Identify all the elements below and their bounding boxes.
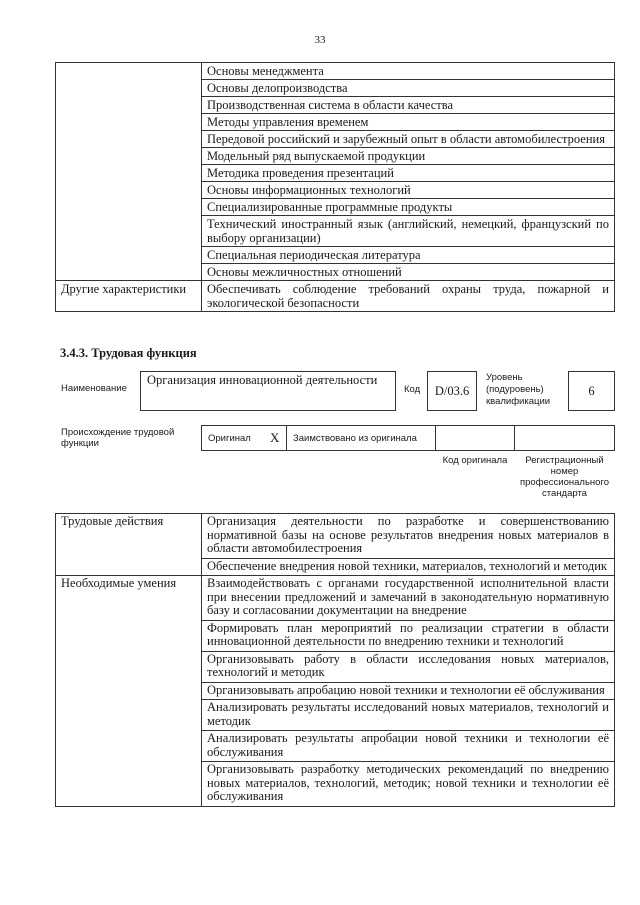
knowledge-item: Основы информационных технологий (202, 182, 615, 199)
knowledge-item: Методы управления временем (202, 114, 615, 131)
reg-number-cell (514, 425, 615, 451)
knowledge-item: Специализированные программные продукты (202, 199, 615, 216)
skill-item: Организовывать апробацию новой техники и технологии её обслуживания (202, 682, 615, 700)
page-number: 33 (314, 34, 326, 46)
name-label: Наименование (61, 383, 127, 394)
labor-action-item: Обеспечение внедрения новой техники, материалов, технологий и методик (202, 558, 615, 576)
knowledge-item: Передовой российский и зарубежный опыт в области автомобилестроения (202, 131, 615, 148)
original-cell (201, 425, 287, 451)
other-characteristics-text: Обеспечивать соблюдение требований охраны труда, пожарной и экологической безопасности (202, 281, 615, 312)
knowledge-item: Основы межличностных отношений (202, 264, 615, 281)
other-characteristics-label: Другие характеристики (56, 281, 202, 312)
knowledge-table (55, 62, 615, 312)
skill-item: Анализировать результаты апробации новой техники и технологии её обслуживания (202, 731, 615, 762)
knowledge-item: Специальная периодическая литература (202, 247, 615, 264)
section-title: 3.4.3. Трудовая функция (60, 346, 197, 360)
labor-function-table (55, 513, 615, 807)
code-label: Код (404, 384, 421, 395)
labor-action-item: Организация деятельности по разработке и совершенствованию нормативной базы на основе результатов внедрения новых материалов в области автомобилестроения (202, 514, 615, 559)
original-mark: X (270, 430, 280, 445)
knowledge-item: Технический иностранный язык (английский, немецкий, французский по выбору организации) (202, 216, 615, 247)
reg-number-caption: Регистрационный номер профессионального стандарта (520, 455, 609, 499)
knowledge-item: Основы делопроизводства (202, 80, 615, 97)
skill-item: Организовывать разработку методических рекомендаций по внедрению новых материалов, технологий, методик; новой техники и технологии её обслуживания (202, 762, 615, 807)
knowledge-item: Производственная система в области качества (202, 97, 615, 114)
original-label: Оригинал (208, 433, 251, 444)
name-value: Организация инновационной деятельности (140, 371, 396, 411)
code-value: D/03.6 (427, 371, 477, 411)
skill-item: Анализировать результаты исследований новых материалов, технологий и методик (202, 700, 615, 731)
skill-item: Организовывать работу в области исследования новых материалов, технологий и методик (202, 651, 615, 682)
code-original-caption: Код оригинала (442, 455, 508, 466)
knowledge-label-cell (56, 63, 202, 281)
knowledge-item: Методика проведения презентаций (202, 165, 615, 182)
origin-label: Происхождение трудовой функции (61, 427, 175, 449)
code-original-cell (435, 425, 515, 451)
skill-item: Взаимодействовать с органами государственной исполнительной власти при внесении предложений и замечаний в законодательную нормативную базу и согласовании документации на внедрение (202, 576, 615, 621)
knowledge-item: Основы менеджмента (202, 63, 615, 80)
labor-actions-label: Трудовые действия (56, 514, 202, 576)
borrowed-cell (286, 425, 436, 451)
required-skills-label: Необходимые умения (56, 576, 202, 807)
skill-item: Формировать план мероприятий по реализации стратегии в области инновационной деятельности по внедрению техники и технологий (202, 620, 615, 651)
knowledge-item: Модельный ряд выпускаемой продукции (202, 148, 615, 165)
borrowed-label: Заимствовано из оригинала (293, 433, 417, 444)
level-label: Уровень (подуровень) квалификации (486, 372, 551, 407)
level-value: 6 (568, 371, 615, 411)
